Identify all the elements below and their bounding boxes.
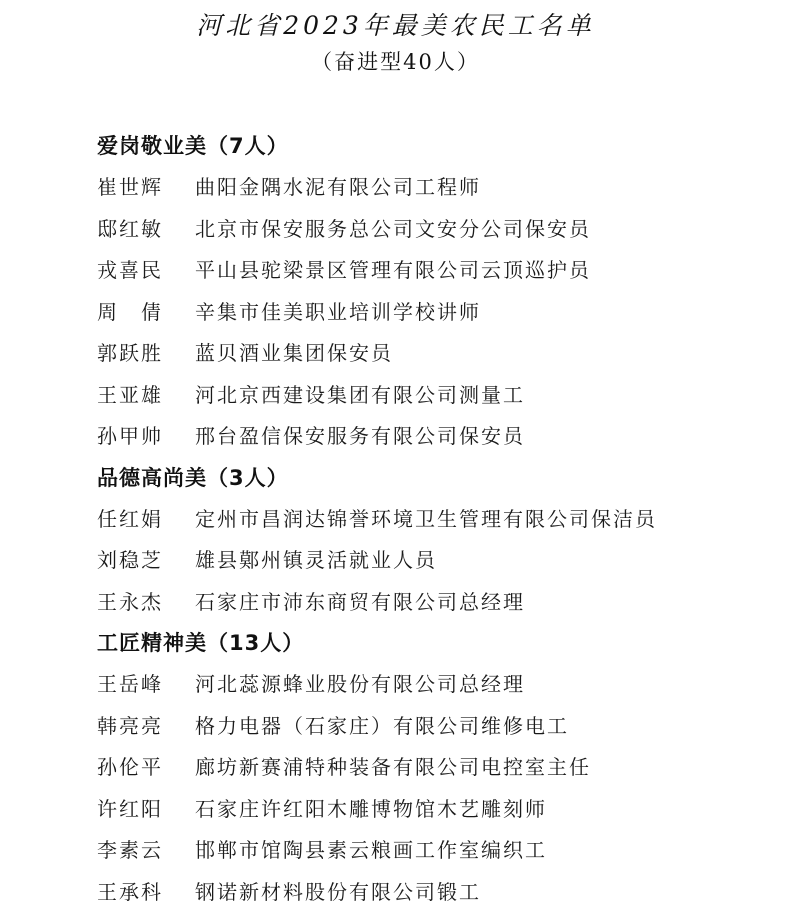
document-subtitle: （奋进型40人）	[0, 46, 791, 76]
person-affiliation: 钢诺新材料股份有限公司锻工	[195, 874, 481, 915]
list-item	[97, 584, 777, 626]
person-name: 邸红敏	[97, 211, 195, 253]
person-name: 任红娟	[97, 501, 195, 543]
person-name: 许红阳	[97, 791, 195, 833]
person-name: 孙伦平	[97, 749, 195, 791]
person-affiliation: 河北蕊源蜂业股份有限公司总经理	[195, 666, 525, 708]
person-affiliation: 邯郸市馆陶县素云粮画工作室编织工	[195, 832, 547, 874]
list-item	[97, 501, 777, 543]
person-name: 王亚雄	[97, 377, 195, 419]
section-heading: 品德高尚美（3人）	[97, 460, 777, 501]
person-affiliation: 曲阳金隅水泥有限公司工程师	[195, 169, 481, 211]
list-item	[97, 335, 777, 377]
list-item	[97, 666, 777, 708]
person-name: 李素云	[97, 832, 195, 874]
list-item	[97, 211, 777, 253]
person-affiliation: 廊坊新赛浦特种装备有限公司电控室主任	[195, 749, 591, 791]
list-item	[97, 832, 777, 874]
person-name: 王承科	[97, 874, 195, 915]
list-item	[97, 377, 777, 419]
person-affiliation: 定州市昌润达锦誉环境卫生管理有限公司保洁员	[195, 501, 657, 543]
person-name: 孙甲帅	[97, 418, 195, 460]
person-name: 王永杰	[97, 584, 195, 626]
person-name: 周 倩	[97, 294, 195, 336]
list-item	[97, 749, 777, 791]
person-affiliation: 格力电器（石家庄）有限公司维修电工	[195, 708, 569, 750]
person-affiliation: 石家庄许红阳木雕博物馆木艺雕刻师	[195, 791, 547, 833]
person-affiliation: 辛集市佳美职业培训学校讲师	[195, 294, 481, 336]
person-name: 戎喜民	[97, 252, 195, 294]
list-item	[97, 294, 777, 336]
list-item	[97, 542, 777, 584]
list-item	[97, 169, 777, 211]
list-item	[97, 252, 777, 294]
person-name: 崔世辉	[97, 169, 195, 211]
list-item	[97, 418, 777, 460]
list-item	[97, 874, 777, 915]
list-item	[97, 791, 777, 833]
person-affiliation: 雄县鄚州镇灵活就业人员	[195, 542, 437, 584]
list-item	[97, 708, 777, 750]
person-name: 刘稳芝	[97, 542, 195, 584]
person-affiliation: 平山县驼梁景区管理有限公司云顶巡护员	[195, 252, 591, 294]
person-name: 韩亮亮	[97, 708, 195, 750]
honoree-list	[97, 128, 777, 915]
person-name: 郭跃胜	[97, 335, 195, 377]
person-affiliation: 邢台盈信保安服务有限公司保安员	[195, 418, 525, 460]
person-name: 王岳峰	[97, 666, 195, 708]
document-title: 河北省2023年最美农民工名单	[0, 6, 791, 42]
person-affiliation: 石家庄市沛东商贸有限公司总经理	[195, 584, 525, 626]
person-affiliation: 蓝贝酒业集团保安员	[195, 335, 393, 377]
person-affiliation: 河北京西建设集团有限公司测量工	[195, 377, 525, 419]
person-affiliation: 北京市保安服务总公司文安分公司保安员	[195, 211, 591, 253]
section-heading: 爱岗敬业美（7人）	[97, 128, 777, 169]
section-heading: 工匠精神美（13人）	[97, 625, 777, 666]
